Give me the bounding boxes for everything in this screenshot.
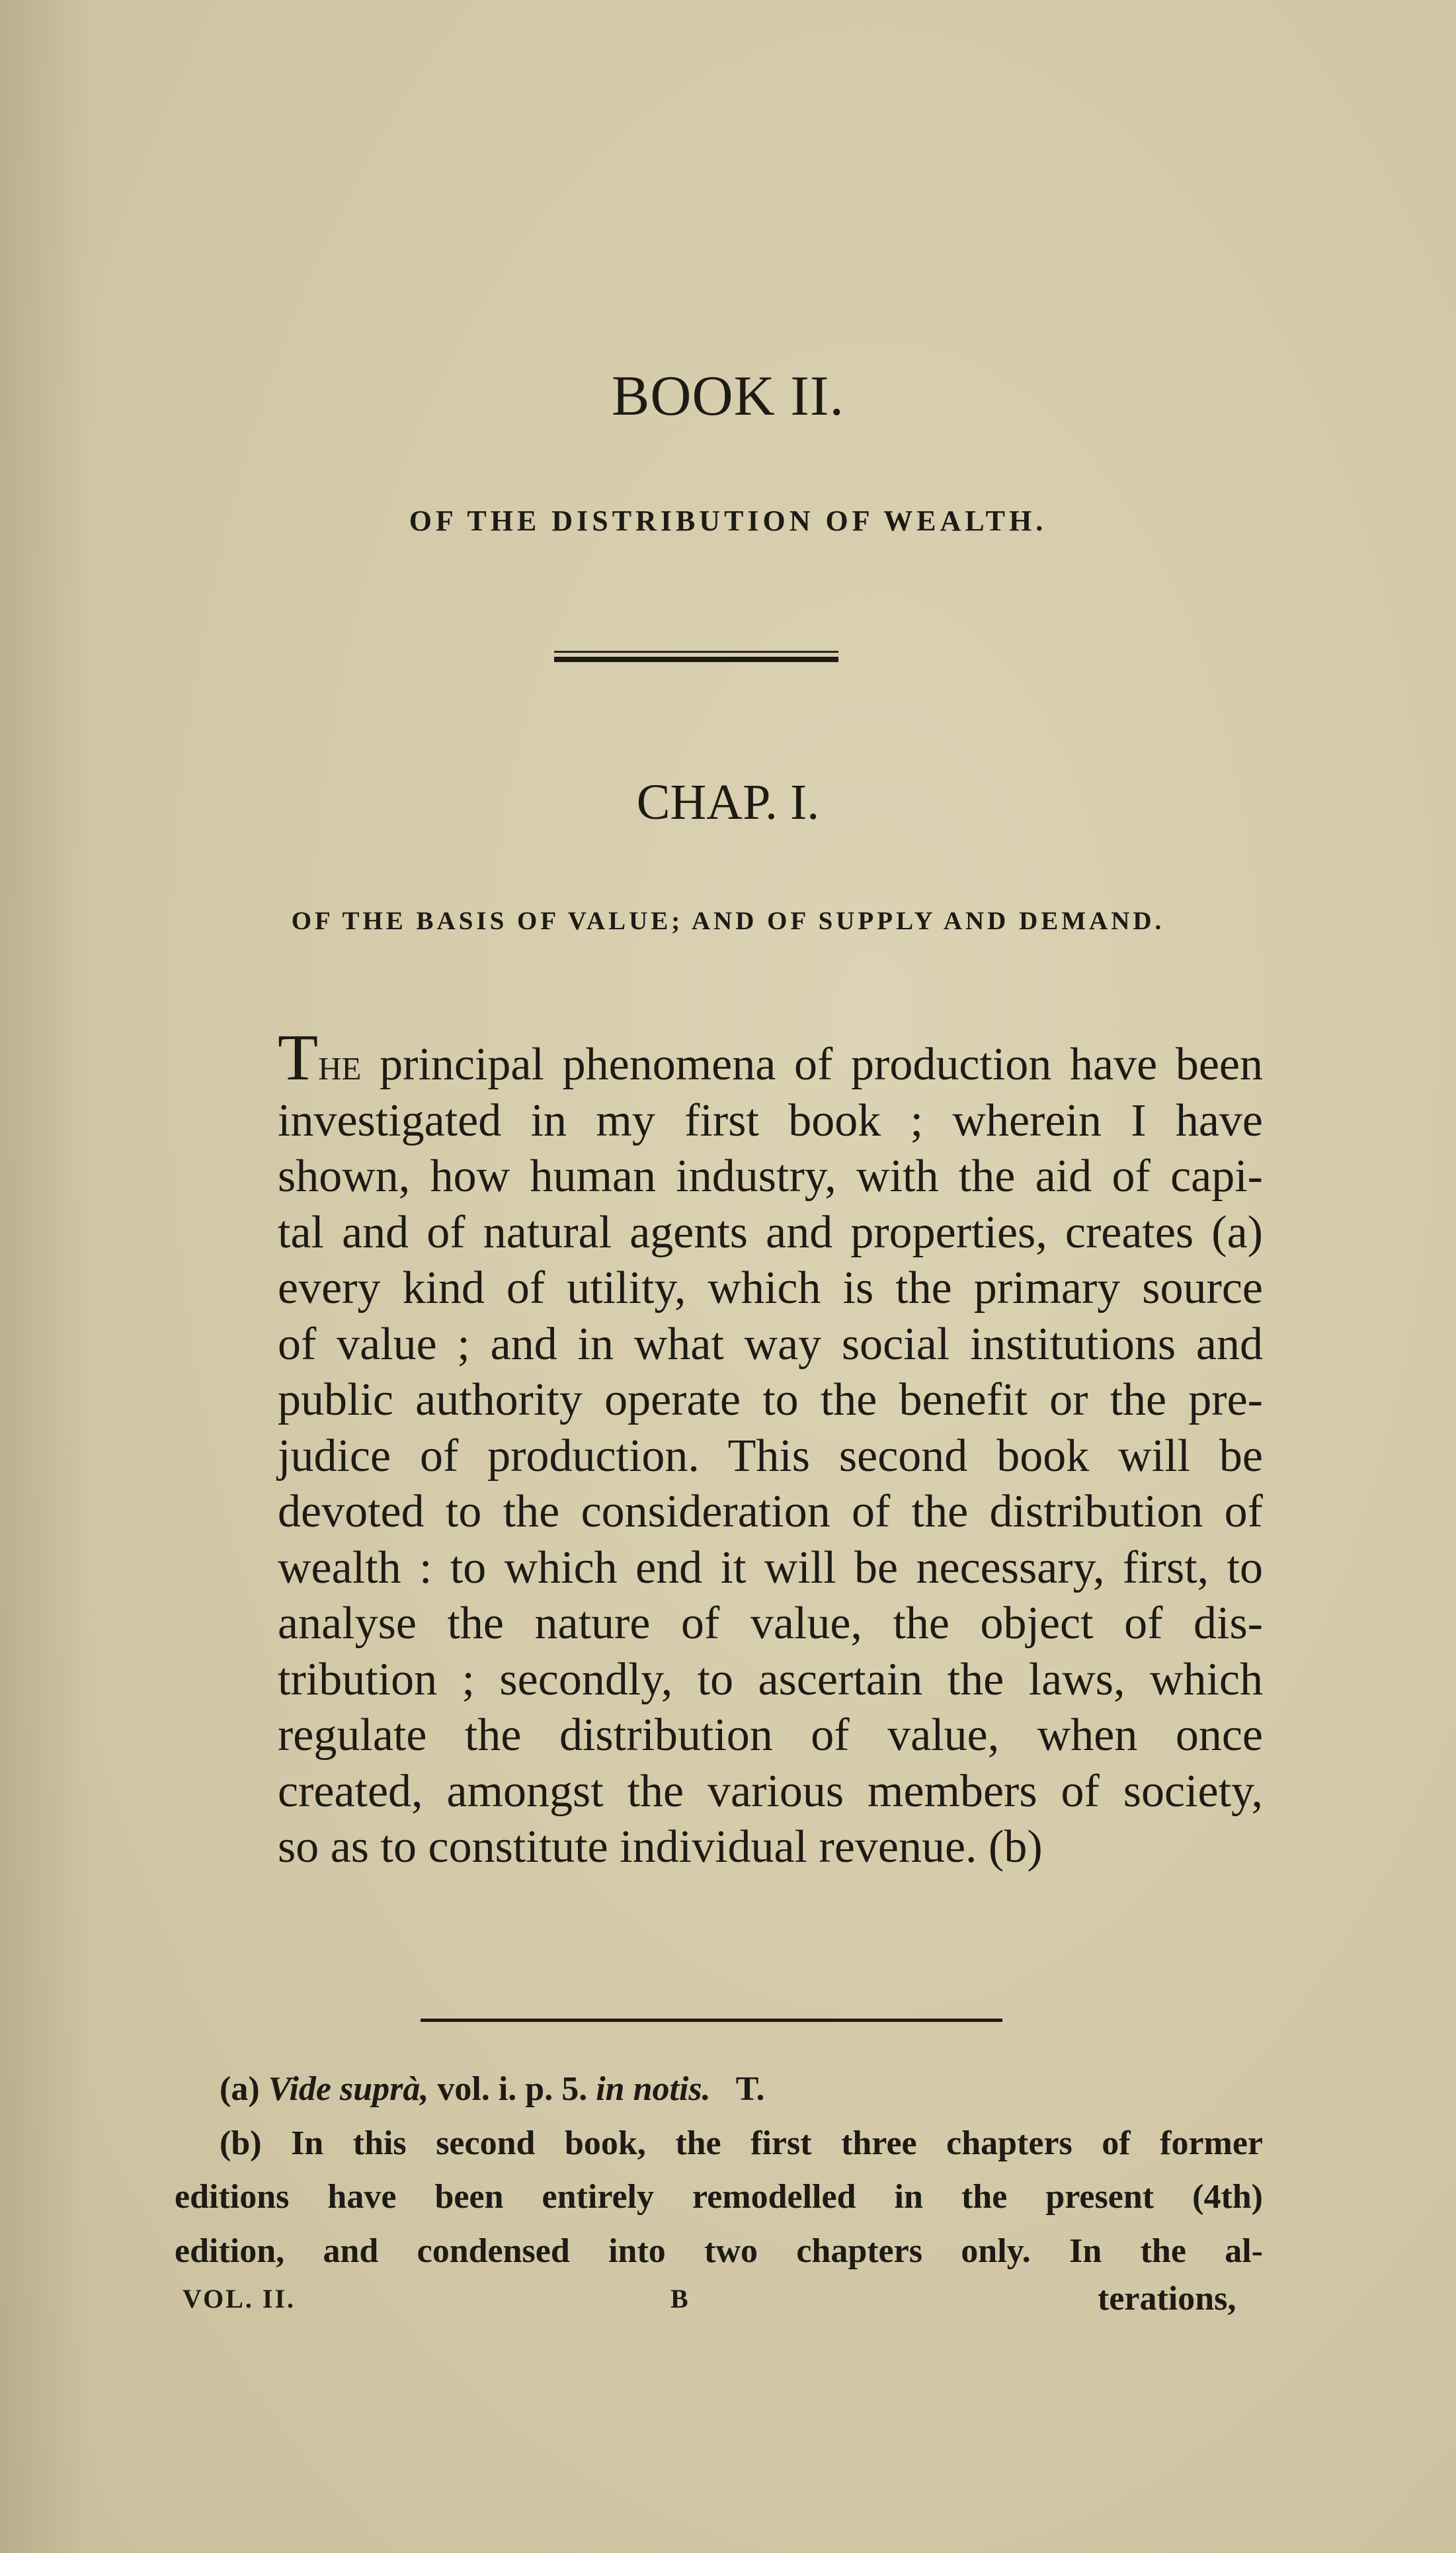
- footnotes: [175, 2062, 1263, 2278]
- book-title: BOOK II.: [612, 364, 844, 427]
- body-line: public authority operate to the benefit or the pre-: [278, 1374, 1263, 1425]
- divider-rule-thin: [554, 651, 838, 653]
- body-line: created, amongst the various members of society,: [278, 1765, 1263, 1817]
- volume-marker: VOL. II.: [182, 2284, 296, 2314]
- body-line: wealth : to which end it will be necessary, first, to: [278, 1542, 1263, 1593]
- body-line: The principal phenomena of production have been: [278, 1021, 1263, 1094]
- small-caps-word: he: [318, 1039, 362, 1090]
- footnote-b-line: editions have been entirely remodelled in the present (4th): [175, 2178, 1263, 2216]
- book-subtitle: OF THE DISTRIBUTION OF WEALTH.: [409, 505, 1047, 537]
- footnote-rule: [421, 2019, 1002, 2022]
- drop-cap: T: [278, 1021, 319, 1094]
- body-line: so as to constitute individual revenue. (b): [278, 1821, 1043, 1872]
- footnote-b-line: edition, and condensed into two chapters only. In the al-: [175, 2232, 1263, 2270]
- body-line: analyse the nature of value, the object of dis-: [278, 1598, 1263, 1649]
- body-text: [278, 1021, 1263, 1876]
- footnote-a: (a) Vide suprà, vol. i. p. 5. in notis. T.: [220, 2070, 765, 2108]
- body-line: regulate the distribution of value, when once: [278, 1710, 1263, 1761]
- body-line: devoted to the consideration of the distribution of: [278, 1486, 1263, 1537]
- body-line: every kind of utility, which is the primary source: [278, 1263, 1263, 1314]
- chapter-subtitle: OF THE BASIS OF VALUE; AND OF SUPPLY AND DEMAND.: [291, 907, 1165, 935]
- body-line: shown, how human industry, with the aid of capi-: [278, 1151, 1263, 1202]
- body-line: investigated in my first book ; wherein I have: [278, 1095, 1263, 1146]
- catchword: terations,: [1098, 2280, 1236, 2318]
- signature-mark: B: [670, 2284, 690, 2314]
- body-line: of value ; and in what way social institutions and: [278, 1318, 1263, 1370]
- chapter-title: CHAP. I.: [636, 774, 820, 830]
- body-line: tal and of natural agents and properties, creates (a): [278, 1206, 1263, 1258]
- body-line: tribution ; secondly, to ascertain the laws, which: [278, 1653, 1263, 1705]
- body-line: judice of production. This second book will be: [278, 1430, 1263, 1482]
- footnote-b-line: (b) In this second book, the first three chapters of former: [220, 2124, 1263, 2162]
- divider-rule-thick: [554, 657, 838, 662]
